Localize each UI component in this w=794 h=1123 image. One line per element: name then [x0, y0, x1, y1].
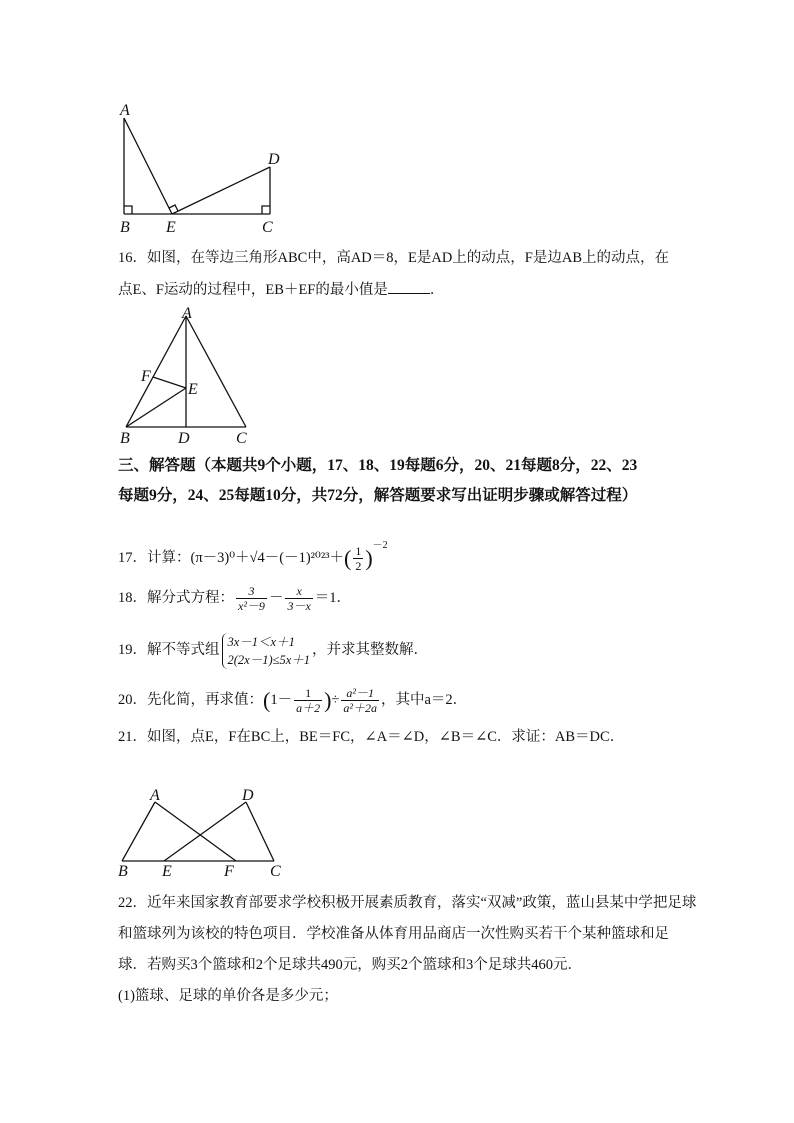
fraction-one-half	[353, 544, 363, 573]
question-16-line-2	[118, 280, 444, 300]
segment-AE	[124, 118, 172, 214]
label-B: B	[118, 863, 128, 878]
question-18-label: 18．解分式方程：	[118, 590, 234, 606]
question-22-line-1: 22．近年来国家教育部要求学校积极开展素质教育，落实“双减”政策，蓝山县某中学把足球	[118, 895, 697, 911]
fraction-numerator: 1	[355, 544, 362, 559]
divide-sign: ÷	[331, 692, 340, 708]
fraction-numerator: 3	[236, 584, 267, 599]
equation-rhs: ＝1．	[314, 590, 352, 606]
question-19-suffix: ，并求其整数解．	[312, 642, 429, 658]
section-3-heading-line-2: 每题9分，24、25每题10分，共72分，解答题要求写出证明步骤或解答过程）	[118, 487, 638, 504]
figure-equilateral-triangle	[112, 306, 262, 446]
right-angle-mark-B	[124, 206, 132, 214]
segment-FE	[153, 377, 186, 388]
inequality-1: 3x－1＜x＋1	[227, 634, 295, 649]
segment-BE	[126, 388, 186, 427]
fraction-1	[294, 686, 322, 715]
question-16-period: ．	[429, 282, 445, 298]
fraction-2	[285, 584, 312, 613]
question-19-label: 19．解不等式组	[118, 642, 220, 658]
inequality-system	[222, 633, 311, 669]
segment-AC	[186, 316, 246, 427]
label-F: F	[224, 863, 234, 878]
label-F: F	[141, 368, 151, 385]
question-16-text: 点E、F运动的过程中，EB＋EF的最小值是	[118, 282, 388, 298]
fraction-numerator: a²－1	[341, 686, 379, 701]
label-A: A	[150, 787, 160, 804]
question-19	[118, 630, 428, 670]
fraction-numerator: 1	[294, 686, 322, 701]
question-16-line-1: 16．如图，在等边三角形ABC中，高AD＝8，E是AD上的动点，F是边AB上的动点，在	[118, 250, 670, 266]
fraction-denominator: x²－9	[238, 599, 265, 614]
label-B: B	[120, 430, 130, 446]
label-C: C	[262, 219, 273, 236]
paren-right: )	[365, 545, 373, 571]
fraction-denominator: a＋2	[296, 701, 321, 716]
label-C: C	[236, 430, 247, 446]
label-D: D	[268, 151, 280, 168]
question-20-suffix: ，其中a＝2．	[381, 692, 468, 708]
figure-right-angles	[112, 98, 292, 238]
fraction-denominator: 3－x	[287, 599, 311, 614]
segment-AB	[126, 316, 186, 427]
section-3-heading-line-1: 三、解答题（本题共9个小题，17、18、19每题6分，20、21每题8分，22、23	[118, 457, 638, 474]
fraction-1	[236, 584, 267, 613]
inequality-2: 2(2x－1)≤5x＋1	[227, 652, 311, 667]
question-22-line-2: 和篮球列为该校的特色项目．学校准备从体育用品商店一次性购买若干个某种篮球和足	[118, 926, 669, 942]
label-D: D	[242, 787, 254, 804]
answer-blank	[388, 281, 430, 294]
one-minus: 1－	[270, 692, 293, 708]
paren-left: (	[344, 545, 352, 571]
label-E: E	[188, 381, 198, 398]
question-22-line-3: 球．若购买3个篮球和2个足球共490元，购买2个篮球和3个足球共460元．	[118, 957, 582, 973]
question-20-label: 20．先化简，再求值：	[118, 692, 263, 708]
question-17-expression: (π－3)⁰＋√4－(－1)²⁰²³＋	[190, 550, 345, 566]
segment-DC	[246, 802, 274, 861]
fraction-2	[341, 686, 379, 715]
label-A: A	[120, 102, 130, 119]
segment-ED	[172, 167, 270, 214]
segment-ED	[164, 802, 246, 861]
label-C: C	[270, 863, 281, 878]
question-18	[118, 582, 351, 614]
question-20	[118, 684, 467, 717]
label-A: A	[182, 306, 192, 322]
question-21: 21．如图，点E，F在BC上，BE＝FC，∠A＝∠D，∠B＝∠C．求证：AB＝DC．	[118, 729, 625, 745]
exponent: －2	[372, 540, 388, 551]
question-22-part-1: (1)篮球、足球的单价各是多少元；	[118, 988, 338, 1004]
fraction-denominator: 2	[355, 559, 362, 574]
figure-crossing-triangles	[112, 786, 292, 878]
label-D: D	[178, 430, 190, 446]
question-17-label: 17．计算：	[118, 550, 191, 566]
right-angle-mark-C	[262, 206, 270, 214]
label-E: E	[166, 219, 176, 236]
segment-BA	[122, 802, 155, 861]
paren-left: (	[263, 687, 271, 713]
minus-sign: －	[268, 590, 284, 606]
question-17	[118, 530, 388, 575]
segment-AF	[155, 802, 236, 861]
paren-right: )	[324, 687, 332, 713]
label-E: E	[162, 863, 172, 878]
label-B: B	[120, 219, 130, 236]
fraction-numerator: x	[285, 584, 312, 599]
fraction-denominator: a²＋2a	[343, 701, 377, 716]
